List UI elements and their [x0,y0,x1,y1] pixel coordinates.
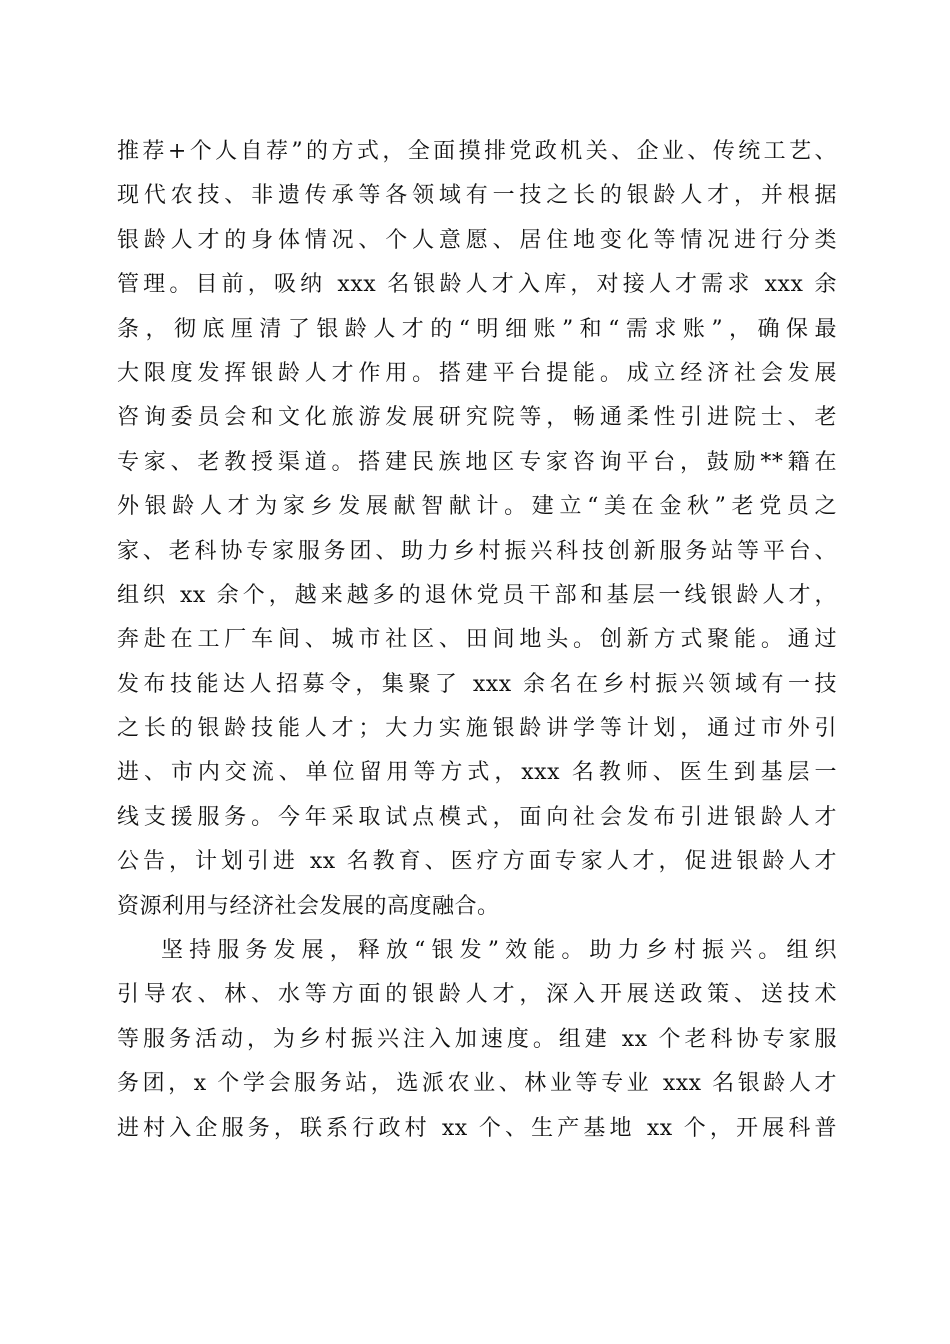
text-line-last: 资源利用与经济社会发展的高度融合。 [117,893,500,919]
text-line: 务团，x 个学会服务站，选派农业、林业等专业 xxx 名银龄人才 [117,1071,837,1097]
text-line: 组织 xx 余个，越来越多的退休党员干部和基层一线银龄人才， [117,582,837,608]
text-line: 线支援服务。今年采取试点模式，面向社会发布引进银龄人才 [117,804,837,830]
text-line: 进村入企服务，联系行政村 xx 个、生产基地 xx 个，开展科普 [117,1115,837,1141]
text-line: 进、市内交流、单位留用等方式，xxx 名教师、医生到基层一 [117,760,837,786]
text-line: 等服务活动，为乡村振兴注入加速度。组建 xx 个老科协专家服 [117,1026,837,1052]
text-line: 引导农、林、水等方面的银龄人才，深入开展送政策、送技术 [117,982,837,1008]
text-line: 推荐+个人自荐”的方式，全面摸排党政机关、企业、传统工艺、 [117,139,837,164]
text-line: 现代农技、非遗传承等各领域有一技之长的银龄人才，并根据 [117,183,837,209]
text-line: 银龄人才的身体情况、个人意愿、居住地变化等情况进行分类 [117,227,837,253]
text-line: 大限度发挥银龄人才作用。搭建平台提能。成立经济社会发展 [117,360,837,386]
text-line: 条，彻底厘清了银龄人才的“明细账”和“需求账”，确保最 [117,316,837,342]
text-line: 家、老科协专家服务团、助力乡村振兴科技创新服务站等平台、 [117,538,837,564]
text-line: 外银龄人才为家乡发展献智献计。建立“美在金秋”老党员之 [117,494,837,520]
text-line: 公告，计划引进 xx 名教育、医疗方面专家人才，促进银龄人才 [117,849,837,875]
paragraph-2 [117,929,837,1151]
text-line-first-indented: 坚持服务发展，释放“银发”效能。助力乡村振兴。组织 [161,938,837,964]
text-line: 奔赴在工厂车间、城市社区、田间地头。创新方式聚能。通过 [117,627,837,653]
text-line: 发布技能达人招募令，集聚了 xxx 余名在乡村振兴领域有一技 [117,671,837,697]
paragraph-1 [117,130,837,929]
document-body [117,130,837,1151]
text-line: 之长的银龄技能人才；大力实施银龄讲学等计划，通过市外引 [117,716,837,742]
text-line: 管理。目前，吸纳 xxx 名银龄人才入库，对接人才需求 xxx 余 [117,272,837,298]
text-line: 咨询委员会和文化旅游发展研究院等，畅通柔性引进院士、老 [117,405,837,431]
text-line: 专家、老教授渠道。搭建民族地区专家咨询平台，鼓励**籍在 [117,449,837,475]
